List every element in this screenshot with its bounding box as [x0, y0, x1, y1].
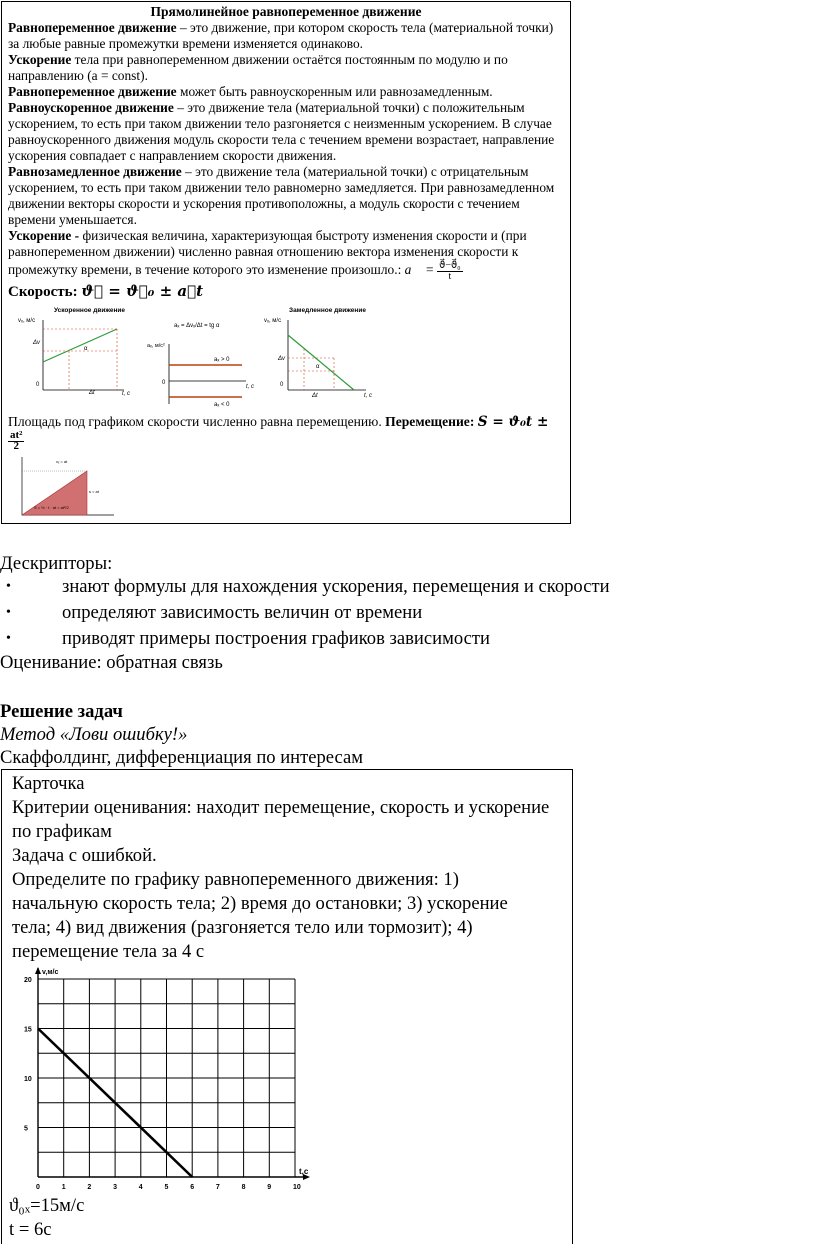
- x-tick-label: 7: [215, 1184, 220, 1191]
- x-tick-label: 8: [241, 1184, 246, 1191]
- accel-alpha-label: α: [84, 346, 88, 352]
- method-line: Метод «Лови ошибку!»: [0, 724, 188, 745]
- paragraph-acceleration-def: Ускорение - физическая величина, характеризующая быстроту изменения скорости и (при равнопеременном движении) численно равная отношению вектора изменения скорости к промежутку времени, в течение которого это изменение произошло.: a⃗ = $\frac{\text{ϑ⃗−ϑ⃗₀}}{t}$: [8, 228, 527, 282]
- paragraph-types: Равнопеременное движение может быть равноускоренным или равнозамедленным.: [8, 84, 493, 99]
- decel-diagram-title: Замедленное движение: [289, 307, 366, 314]
- x-tick-label: 6: [190, 1184, 195, 1191]
- ax-formula: aₓ = Δvₓ/Δt = tg α: [174, 323, 220, 329]
- paragraph-decelerated: Равнозамедленное движение – это движение тела (материальной точки) с отрицательным ускорением, то есть при таком движении тело равномерно замедляется. При равнозамедленном движении векторы скорости и ускорения противоположны, а модуль скорости с течением времени уменьшается.: [8, 164, 555, 227]
- descriptor-item-2: определяют зависимость величин от времени: [62, 602, 423, 623]
- x-tick-label: 0: [36, 1184, 40, 1191]
- descriptors-heading: Дескрипторы:: [0, 553, 113, 574]
- paragraph-accelerated: Равноускоренное движение – это движение тела (материальной точки) с положительным ускорением, то есть при таком движении тело разгоняется с неизменным ускорением. В случае равноускоренного движения модуль скорости тела с течением времени возрастает, направление ускорения совпадает с направлением скорости движения.: [8, 100, 555, 163]
- decel-dt-label: Δt: [312, 393, 318, 399]
- bullet-2: •: [6, 605, 11, 620]
- y-tick-label: 20: [24, 977, 32, 984]
- area-diagram: [14, 455, 124, 522]
- speed-formula: Скорость: ϑ⃗ = ϑ⃗₀ ± a⃗t: [8, 282, 204, 300]
- descriptor-item-1: знают формулы для нахождения ускорения, перемещения и скорости: [62, 576, 610, 597]
- decel-dv-label: Δv: [278, 356, 286, 362]
- theory-title: Прямолинейное равнопеременное движение: [150, 4, 422, 19]
- descriptor-item-3: приводят примеры построения графиков зависимости: [62, 628, 490, 649]
- task-heading: Решение задач: [0, 701, 123, 722]
- accel-diagram-title: Ускоренное движение: [54, 307, 126, 314]
- y-axis-arrow: [35, 967, 41, 974]
- ax-zero: 0: [162, 380, 166, 386]
- accel-dt-label: Δt: [89, 390, 95, 396]
- kinematics-diagrams: [14, 302, 574, 414]
- answer-time: t = 6с: [9, 1219, 52, 1240]
- accel-zero: 0: [36, 382, 40, 388]
- x-axis-label: t,c: [299, 1167, 309, 1176]
- x-tick-label: 4: [138, 1184, 143, 1191]
- scaffold-line: Скаффолдинг, дифференциация по интересам: [0, 747, 364, 768]
- accel-dv-label: Δv: [33, 340, 41, 346]
- small-mid-label: s = at: [89, 489, 99, 494]
- displacement-fraction: $\frac{\text{at²}}{2}$: [10, 429, 23, 452]
- y-tick-label: 15: [24, 1026, 32, 1034]
- paragraph-acceleration-const: Ускорение тела при равнопеременном движении остаётся постоянным по модулю и по направлению (a = const).: [8, 52, 508, 83]
- card-error-task: Задача с ошибкой.: [12, 845, 157, 866]
- accel-formula-lhs: a⃗ =: [404, 262, 435, 278]
- x-tick-label: 2: [87, 1184, 92, 1191]
- card-question: Определите по графику равнопеременного движения: 1) начальную скорость тела; 2) время до остановки; 3) ускорение тела; 4) вид движения (разгоняется тело или тормозит); 4) перемещение тела за 4 с: [12, 869, 508, 962]
- paragraph-definition: Равнопеременное движение – это движение, при котором скорость тела (материальной точки) за любые равные промежутки времени изменяется одинаково.: [8, 20, 554, 51]
- x-tick-label: 9: [267, 1184, 272, 1191]
- card-title: Карточка: [12, 773, 85, 794]
- small-top-label: vₓ = at: [56, 459, 68, 464]
- accel-fraction: $\frac{\text{ϑ⃗−ϑ⃗₀}}{t}$: [439, 260, 461, 282]
- accel-t-axis: t, с: [122, 391, 131, 397]
- decel-t-axis: t, с: [364, 393, 373, 399]
- answer-initial-velocity: ϑ₀ₓ=15м/с: [9, 1195, 85, 1216]
- accel-vx-label: vₓ, м/с: [18, 318, 36, 324]
- velocity-time-chart: [12, 966, 312, 1192]
- y-tick-label: 10: [24, 1076, 32, 1083]
- y-tick-label: 5: [24, 1125, 28, 1133]
- decel-zero: 0: [280, 382, 284, 388]
- x-tick-label: 1: [61, 1184, 66, 1191]
- decel-alpha-label: α: [316, 364, 320, 370]
- card-criteria: Критерии оценивания: находит перемещение, скорость и ускорение по графикам: [12, 797, 550, 842]
- x-tick-label: 10: [293, 1184, 301, 1191]
- x-tick-label: 5: [164, 1184, 169, 1191]
- bullet-1: •: [6, 579, 11, 594]
- ax-positive: aₓ > 0: [214, 357, 230, 363]
- ax-negative: aₓ < 0: [214, 402, 230, 408]
- decel-vx-label: vₓ, м/с: [264, 318, 282, 324]
- y-axis-label: v,м/с: [42, 969, 59, 976]
- small-bottom-label: S = ½ · t · at = at²/2: [34, 505, 69, 510]
- x-tick-label: 3: [113, 1184, 118, 1191]
- bullet-3: •: [6, 631, 11, 646]
- ax-t-axis: t, с: [246, 384, 255, 390]
- assessment-line: Оценивание: обратная связь: [0, 652, 223, 673]
- ax-axis-label: aₓ, м/с²: [147, 343, 165, 349]
- area-displacement-text: Площадь под графиком скорости численно равна перемещению. Перемещение: S = ϑ₀t ± $\frac{\text{at²}}{2}$: [8, 414, 549, 452]
